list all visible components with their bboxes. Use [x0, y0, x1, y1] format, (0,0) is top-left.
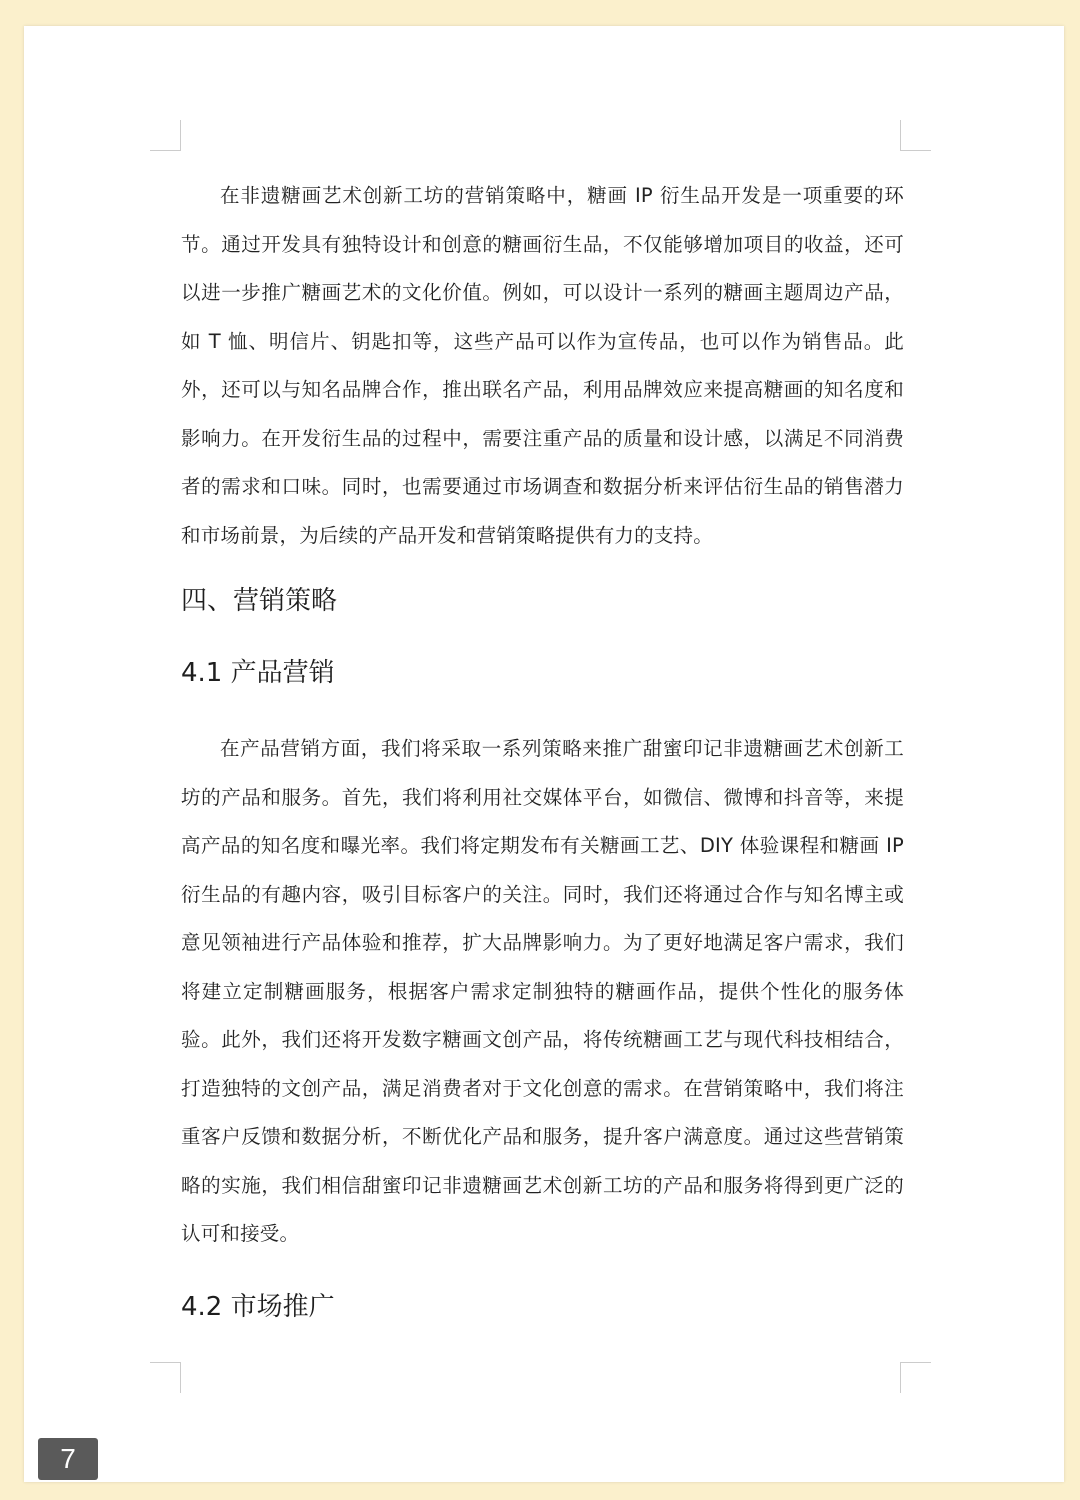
- crop-mark-bottom-right: [900, 1362, 931, 1393]
- paragraph-ip-derivatives: 在非遗糖画艺术创新工坊的营销策略中，糖画 IP 衍生品开发是一项重要的环节。通过开发具有独特设计和创意的糖画衍生品，不仅能够增加项目的收益，还可以进一步推广糖画艺术的文化价值。例如，可以设计一系列的糖画主题周边产品，如 T 恤、明信片、钥匙扣等，这些产品可以作为宣传品，也可以作为销售品。此外，还可以与知名品牌合作，推出联名产品，利用品牌效应来提高糖画的知名度和影响力。在开发衍生品的过程中，需要注重产品的质量和设计感，以满足不同消费者的需求和口味。同时，也需要通过市场调查和数据分析来评估衍生品的销售潜力和市场前景，为后续的产品开发和营销策略提供有力的支持。: [181, 184, 904, 547]
- crop-mark-bottom-left: [150, 1362, 181, 1393]
- subsection-heading-product-marketing: 4.1 产品营销: [181, 658, 335, 688]
- page-content: [181, 172, 904, 1325]
- paragraph-product-marketing: 在产品营销方面，我们将采取一系列策略来推广甜蜜印记非遗糖画艺术创新工坊的产品和服务。首先，我们将利用社交媒体平台，如微信、微博和抖音等，来提高产品的知名度和曝光率。我们将定期发布有关糖画工艺、DIY 体验课程和糖画 IP 衍生品的有趣内容，吸引目标客户的关注。同时，我们还将通过合作与知名博主或意见领袖进行产品体验和推荐，扩大品牌影响力。为了更好地满足客户需求，我们将建立定制糖画服务，根据客户需求定制独特的糖画作品，提供个性化的服务体验。此外，我们还将开发数字糖画文创产品，将传统糖画工艺与现代科技相结合，打造独特的文创产品，满足消费者对于文化创意的需求。在营销策略中，我们将注重客户反馈和数据分析，不断优化产品和服务，提升客户满意度。通过这些营销策略的实施，我们相信甜蜜印记非遗糖画艺术创新工坊的产品和服务将得到更广泛的认可和接受。: [181, 737, 904, 1245]
- document-page: [24, 26, 1064, 1482]
- section-heading-marketing-strategy: 四、营销策略: [181, 586, 338, 616]
- subsection-heading-market-promotion: 4.2 市场推广: [181, 1291, 335, 1322]
- crop-mark-top-left: [150, 120, 181, 151]
- page-number-badge: 7: [38, 1438, 98, 1480]
- crop-mark-top-right: [900, 120, 931, 151]
